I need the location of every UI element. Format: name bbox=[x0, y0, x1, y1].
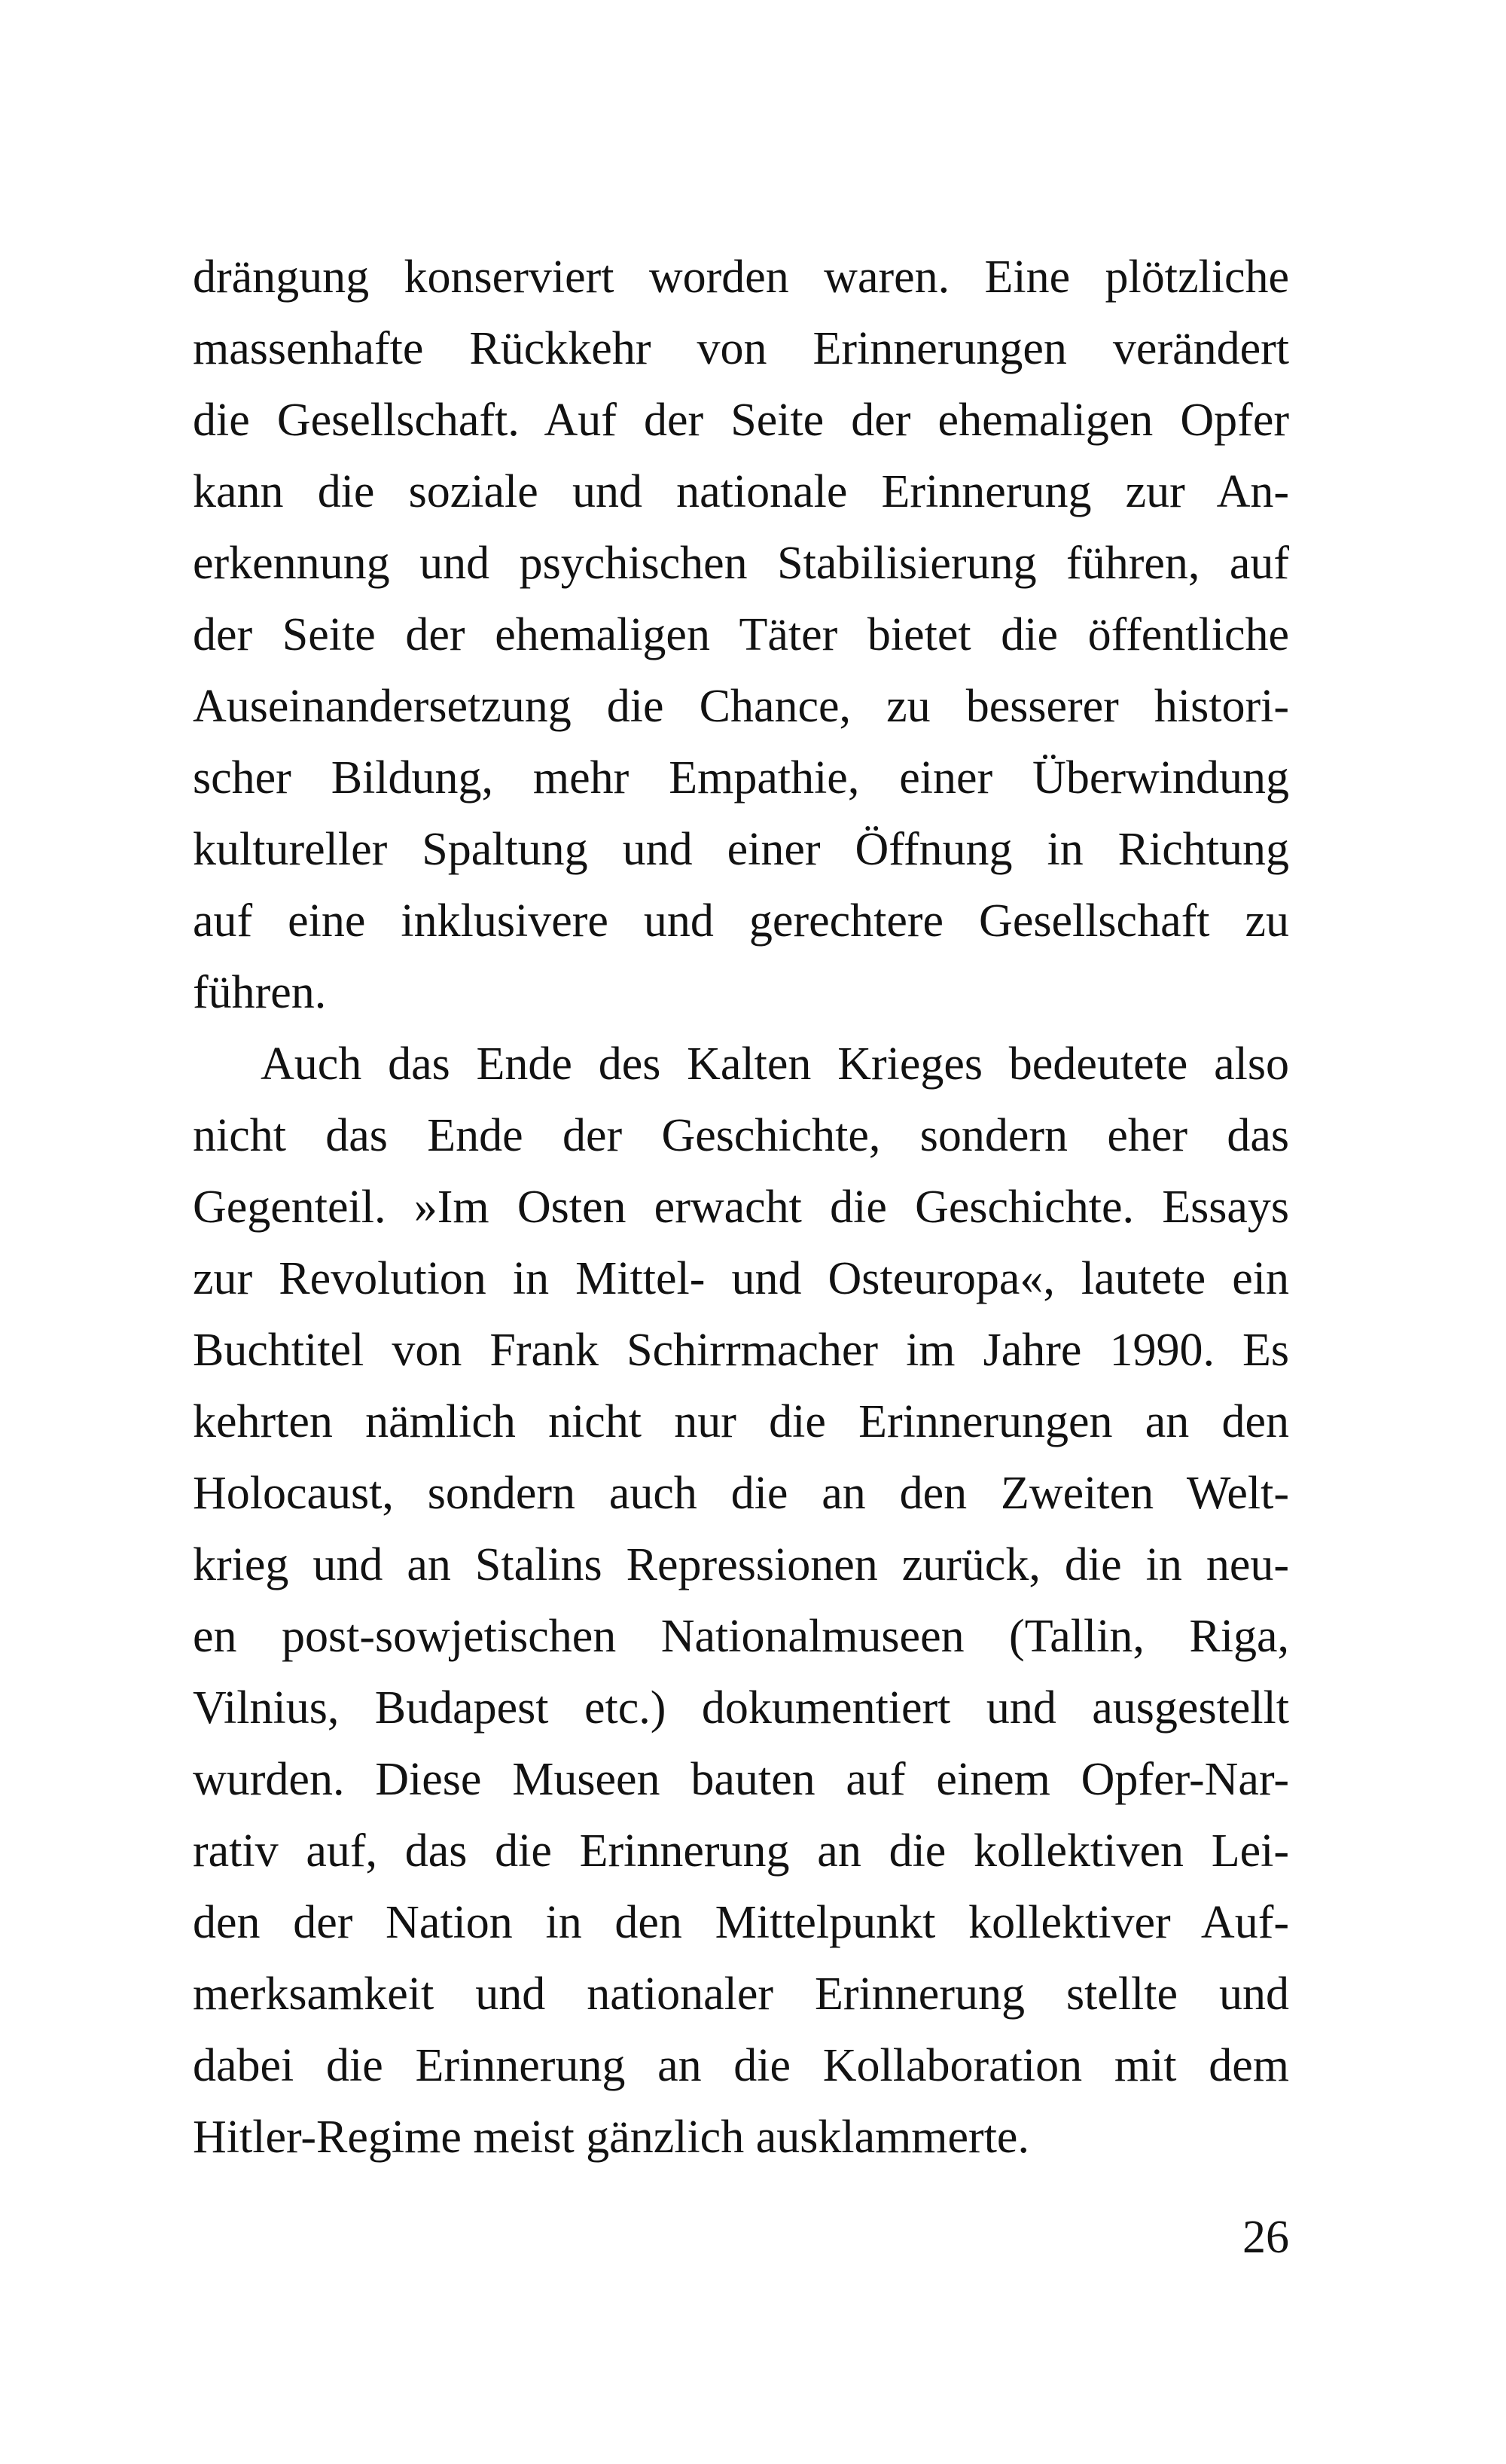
text-line: massenhafte Rückkehr von Erinnerungen verändert bbox=[193, 323, 1289, 374]
text-line: Auseinandersetzung die Chance, zu besserer histori- bbox=[193, 681, 1289, 732]
text-line: die Gesellschaft. Auf der Seite der ehemaligen Opfer bbox=[193, 395, 1289, 446]
text-line: Buchtitel von Frank Schirrmacher im Jahre 1990. Es bbox=[193, 1325, 1289, 1376]
text-line: der Seite der ehemaligen Täter bietet die öffentliche bbox=[193, 609, 1289, 660]
text-line: Holocaust, sondern auch die an den Zweiten Welt- bbox=[193, 1468, 1289, 1519]
text-block bbox=[193, 242, 1289, 2173]
text-line: Gegenteil. »Im Osten erwacht die Geschichte. Essays bbox=[193, 1182, 1289, 1233]
text-line: en post-sowjetischen Nationalmuseen (Tallin, Riga, bbox=[193, 1611, 1289, 1662]
text-line: Vilnius, Budapest etc.) dokumentiert und ausgestellt bbox=[193, 1682, 1289, 1734]
page-number: 26 bbox=[1242, 2212, 1289, 2263]
text-line: Auch das Ende des Kalten Krieges bedeutete also bbox=[261, 1038, 1289, 1090]
text-line: rativ auf, das die Erinnerung an die kollektiven Lei- bbox=[193, 1825, 1289, 1877]
text-line: zur Revolution in Mittel- und Osteuropa«, lautete ein bbox=[193, 1253, 1289, 1304]
text-line: nicht das Ende der Geschichte, sondern eher das bbox=[193, 1110, 1289, 1161]
text-line: kultureller Spaltung und einer Öffnung in Richtung bbox=[193, 824, 1289, 875]
text-line: drängung konserviert worden waren. Eine plötzliche bbox=[193, 252, 1289, 303]
text-line: dabei die Erinnerung an die Kollaboration mit dem bbox=[193, 2040, 1289, 2091]
paragraph bbox=[193, 1029, 1289, 2173]
text-line: wurden. Diese Museen bauten auf einem Opfer-Nar- bbox=[193, 1754, 1289, 1805]
paragraph bbox=[193, 242, 1289, 1029]
text-line: scher Bildung, mehr Empathie, einer Überwindung bbox=[193, 752, 1289, 804]
text-line: kann die soziale und nationale Erinnerung zur An- bbox=[193, 466, 1289, 517]
text-line: führen. bbox=[193, 967, 327, 1018]
text-line: Hitler-Regime meist gänzlich ausklammerte. bbox=[193, 2112, 1029, 2163]
text-line: den der Nation in den Mittelpunkt kollektiver Auf- bbox=[193, 1897, 1289, 1948]
text-line: krieg und an Stalins Repressionen zurück, die in neu- bbox=[193, 1539, 1289, 1590]
text-line: kehrten nämlich nicht nur die Erinnerungen an den bbox=[193, 1396, 1289, 1447]
text-line: erkennung und psychischen Stabilisierung führen, auf bbox=[193, 538, 1289, 589]
text-line: merksamkeit und nationaler Erinnerung stellte und bbox=[193, 1968, 1289, 2020]
text-line: auf eine inklusivere und gerechtere Gesellschaft zu bbox=[193, 895, 1289, 947]
